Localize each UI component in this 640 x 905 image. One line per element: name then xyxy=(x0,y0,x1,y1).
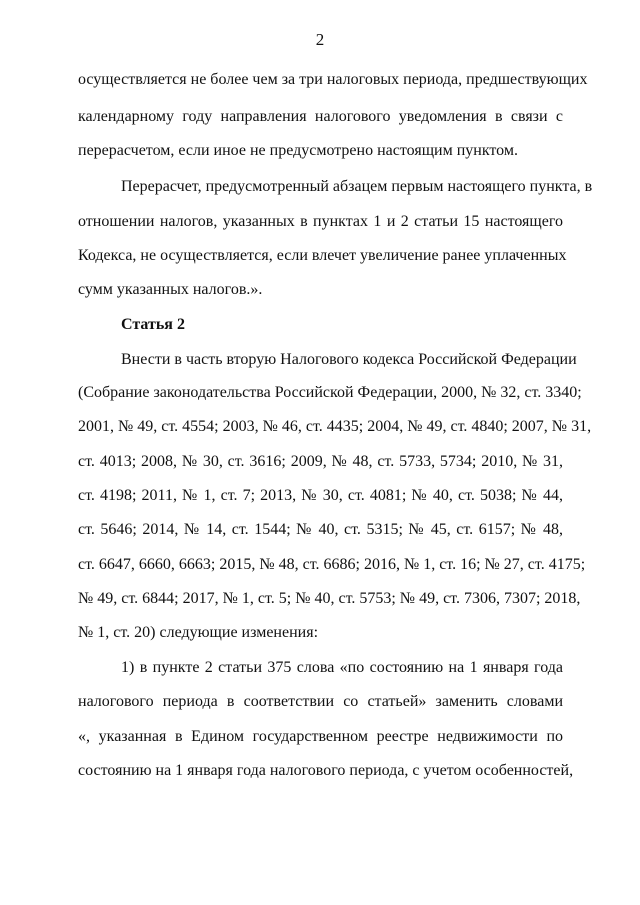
text-line: Кодекса, не осуществляется, если влечет увеличение ранее уплаченных xyxy=(78,247,567,264)
text-line: отношении налогов, указанных в пунктах 1 и 2 статьи 15 настоящего xyxy=(78,213,563,230)
text-line: осуществляется не более чем за три налоговых периода, предшествующих xyxy=(78,71,588,88)
text-line: Перерасчет, предусмотренный абзацем первым настоящего пункта, в xyxy=(121,178,593,195)
text-line: ст. 6647, 6660, 6663; 2015, № 48, ст. 6686; 2016, № 1, ст. 16; № 27, ст. 4175; xyxy=(78,556,586,573)
text-line: ст. 4198; 2011, № 1, ст. 7; 2013, № 30, ст. 4081; № 40, ст. 5038; № 44, xyxy=(78,487,563,504)
text-line: Внести в часть вторую Налогового кодекса Российской Федерации xyxy=(121,351,577,368)
text-line: ст. 4013; 2008, № 30, ст. 3616; 2009, № 48, ст. 5733, 5734; 2010, № 31, xyxy=(78,453,563,470)
text-line: сумм указанных налогов.». xyxy=(78,281,263,298)
page-number: 2 xyxy=(315,30,325,49)
text-line: состоянию на 1 января года налогового периода, с учетом особенностей, xyxy=(78,762,574,779)
text-line: 1) в пункте 2 статьи 375 слова «по состоянию на 1 января года xyxy=(121,659,563,676)
article-heading: Статья 2 xyxy=(121,316,185,333)
text-line: календарному году направления налогового уведомления в связи с xyxy=(78,108,563,125)
text-line: № 49, ст. 6844; 2017, № 1, ст. 5; № 40, ст. 5753; № 49, ст. 7306, 7307; 2018, xyxy=(78,590,581,607)
text-line: № 1, ст. 20) следующие изменения: xyxy=(78,624,319,641)
text-line: (Собрание законодательства Российской Федерации, 2000, № 32, ст. 3340; xyxy=(78,384,582,401)
text-line: «, указанная в Едином государственном реестре недвижимости по xyxy=(78,728,563,745)
text-line: налогового периода в соответствии со статьей» заменить словами xyxy=(78,693,563,710)
text-line: ст. 5646; 2014, № 14, ст. 1544; № 40, ст. 5315; № 45, ст. 6157; № 48, xyxy=(78,521,563,538)
text-line: перерасчетом, если иное не предусмотрено настоящим пунктом. xyxy=(78,142,518,159)
text-line: 2001, № 49, ст. 4554; 2003, № 46, ст. 4435; 2004, № 49, ст. 4840; 2007, № 31, xyxy=(78,418,592,435)
